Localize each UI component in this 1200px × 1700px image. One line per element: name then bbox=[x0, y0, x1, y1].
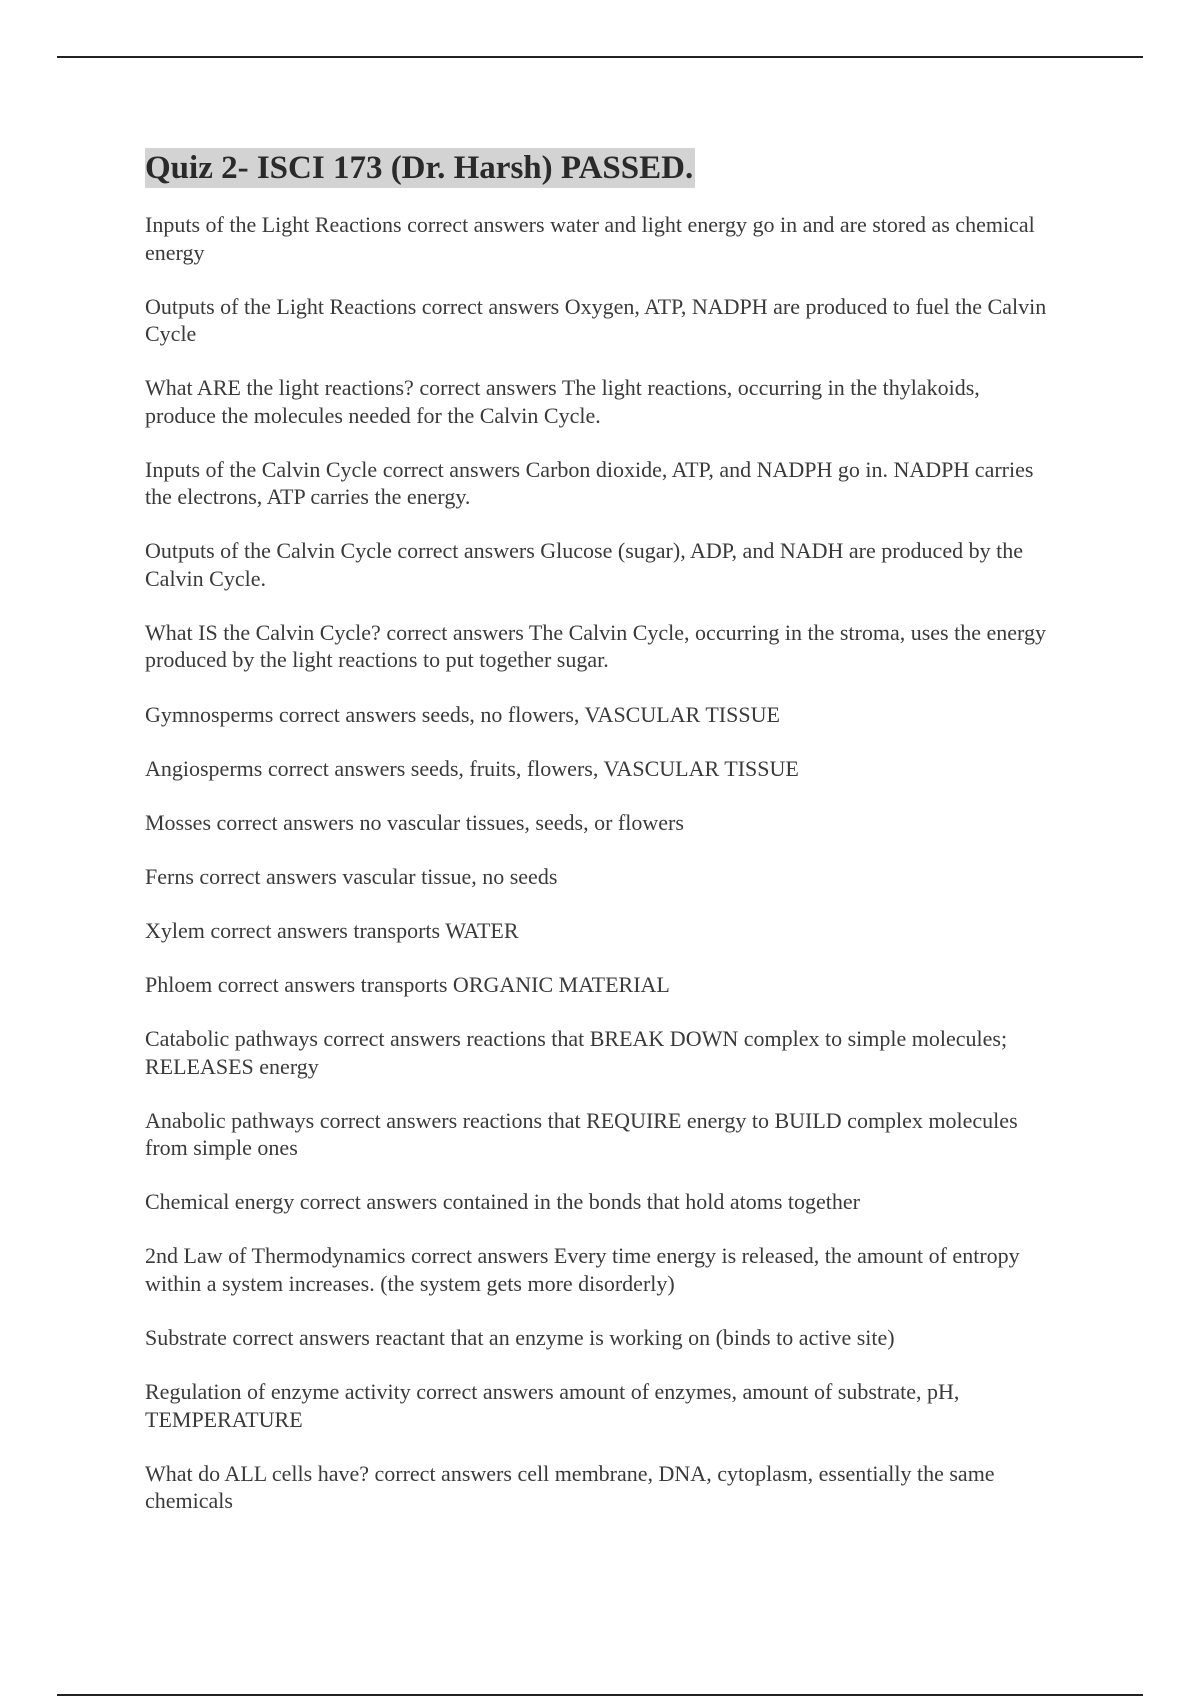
qa-answer: reactions that REQUIRE energy to BUILD complex molecules from simple ones bbox=[145, 1107, 1018, 1161]
qa-separator: correct answers bbox=[382, 456, 521, 482]
qa-term: Catabolic pathways bbox=[145, 1026, 318, 1052]
qa-item bbox=[145, 1324, 1050, 1352]
qa-separator: correct answers bbox=[217, 972, 356, 998]
qa-answer: The Calvin Cycle, occurring in the stroma, uses the energy produced by the light reactions to put together sugar. bbox=[145, 619, 1046, 673]
qa-item bbox=[145, 537, 1050, 592]
qa-answer: transports ORGANIC MATERIAL bbox=[360, 972, 670, 998]
qa-answer: cell membrane, DNA, cytoplasm, essentially the same chemicals bbox=[145, 1460, 995, 1514]
qa-item bbox=[145, 755, 1050, 783]
qa-term: Regulation of enzyme activity bbox=[145, 1379, 411, 1405]
qa-separator: correct answers bbox=[397, 538, 535, 564]
qa-item bbox=[145, 1188, 1050, 1216]
qa-item bbox=[145, 456, 1050, 511]
qa-item bbox=[145, 1460, 1050, 1515]
qa-item bbox=[145, 809, 1050, 837]
qa-item bbox=[145, 211, 1050, 266]
qa-separator: correct answers bbox=[216, 809, 354, 835]
qa-answer: Every time energy is released, the amount of entropy within a system increases. (the system gets more disorderly) bbox=[145, 1243, 1020, 1296]
qa-term: Phloem bbox=[145, 972, 213, 998]
qa-answer: seeds, no flowers, VASCULAR TISSUE bbox=[421, 701, 780, 727]
qa-term: Gymnosperms bbox=[145, 701, 274, 727]
qa-answer: transports WATER bbox=[353, 917, 519, 943]
qa-term: Inputs of the Calvin Cycle bbox=[145, 456, 378, 482]
qa-term: 2nd Law of Thermodynamics bbox=[145, 1243, 406, 1269]
qa-answer: vascular tissue, no seeds bbox=[342, 863, 558, 889]
qa-separator: correct answers bbox=[267, 755, 406, 781]
qa-answer: reactions that BREAK DOWN complex to simple molecules; RELEASES energy bbox=[145, 1026, 1008, 1079]
document-body bbox=[145, 148, 1050, 1541]
qa-item bbox=[145, 971, 1050, 999]
qa-item bbox=[145, 917, 1050, 945]
qa-term: Ferns bbox=[145, 863, 194, 889]
qa-term: Inputs of the Light Reactions bbox=[145, 212, 402, 237]
qa-answer: Glucose (sugar), ADP, and NADH are produced by the Calvin Cycle. bbox=[145, 538, 1023, 591]
qa-list bbox=[145, 211, 1050, 1515]
qa-separator: correct answers bbox=[319, 1107, 458, 1133]
qa-separator: correct answers bbox=[416, 1379, 554, 1405]
qa-answer: The light reactions, occurring in the thylakoids, produce the molecules needed for the Calvin Cycle. bbox=[145, 375, 980, 428]
qa-item bbox=[145, 374, 1050, 429]
qa-answer: water and light energy go in and are stored as chemical energy bbox=[145, 212, 1035, 265]
qa-term: Xylem bbox=[145, 917, 205, 943]
qa-term: Anabolic pathways bbox=[145, 1107, 315, 1133]
qa-item bbox=[145, 701, 1050, 729]
qa-separator: correct answers bbox=[210, 917, 348, 943]
qa-item bbox=[145, 1242, 1050, 1297]
qa-answer: contained in the bonds that hold atoms together bbox=[442, 1189, 861, 1215]
qa-item bbox=[145, 619, 1050, 674]
qa-answer: Oxygen, ATP, NADPH are produced to fuel the Calvin Cycle bbox=[145, 293, 1047, 347]
bottom-rule bbox=[57, 1694, 1143, 1696]
qa-separator: correct answers bbox=[386, 619, 524, 645]
qa-answer: amount of enzymes, amount of substrate, pH, TEMPERATURE bbox=[145, 1379, 960, 1432]
qa-term: Mosses bbox=[145, 809, 212, 835]
qa-term: What ARE the light reactions? bbox=[145, 375, 414, 401]
qa-separator: correct answers bbox=[374, 1460, 512, 1486]
qa-separator: correct answers bbox=[419, 375, 557, 401]
qa-separator: correct answers bbox=[199, 863, 337, 889]
top-rule bbox=[57, 56, 1143, 58]
qa-separator: correct answers bbox=[407, 212, 545, 237]
qa-separator: correct answers bbox=[323, 1026, 461, 1052]
qa-term: Outputs of the Calvin Cycle bbox=[145, 538, 392, 564]
qa-term: Chemical energy bbox=[145, 1189, 295, 1215]
qa-term: What do ALL cells have? bbox=[145, 1460, 369, 1486]
qa-separator: correct answers bbox=[232, 1325, 370, 1350]
qa-separator: correct answers bbox=[299, 1189, 438, 1215]
qa-item bbox=[145, 1025, 1050, 1080]
qa-separator: correct answers bbox=[410, 1243, 549, 1269]
qa-answer: seeds, fruits, flowers, VASCULAR TISSUE bbox=[410, 755, 799, 781]
qa-item bbox=[145, 863, 1050, 891]
qa-answer: Carbon dioxide, ATP, and NADPH go in. NADPH carries the electrons, ATP carries the energy. bbox=[145, 456, 1034, 510]
qa-separator: correct answers bbox=[421, 293, 560, 319]
qa-term: What IS the Calvin Cycle? bbox=[145, 619, 381, 645]
qa-answer: reactant that an enzyme is working on (binds to active site) bbox=[375, 1325, 895, 1350]
qa-separator: correct answers bbox=[278, 701, 417, 727]
qa-term: Angiosperms bbox=[145, 755, 263, 781]
qa-item bbox=[145, 1107, 1050, 1162]
qa-answer: no vascular tissues, seeds, or flowers bbox=[359, 809, 684, 835]
qa-term: Substrate bbox=[145, 1325, 227, 1350]
qa-item bbox=[145, 1378, 1050, 1433]
qa-item bbox=[145, 293, 1050, 348]
qa-term: Outputs of the Light Reactions bbox=[145, 293, 417, 319]
document-title: Quiz 2- ISCI 173 (Dr. Harsh) PASSED. bbox=[145, 150, 694, 186]
